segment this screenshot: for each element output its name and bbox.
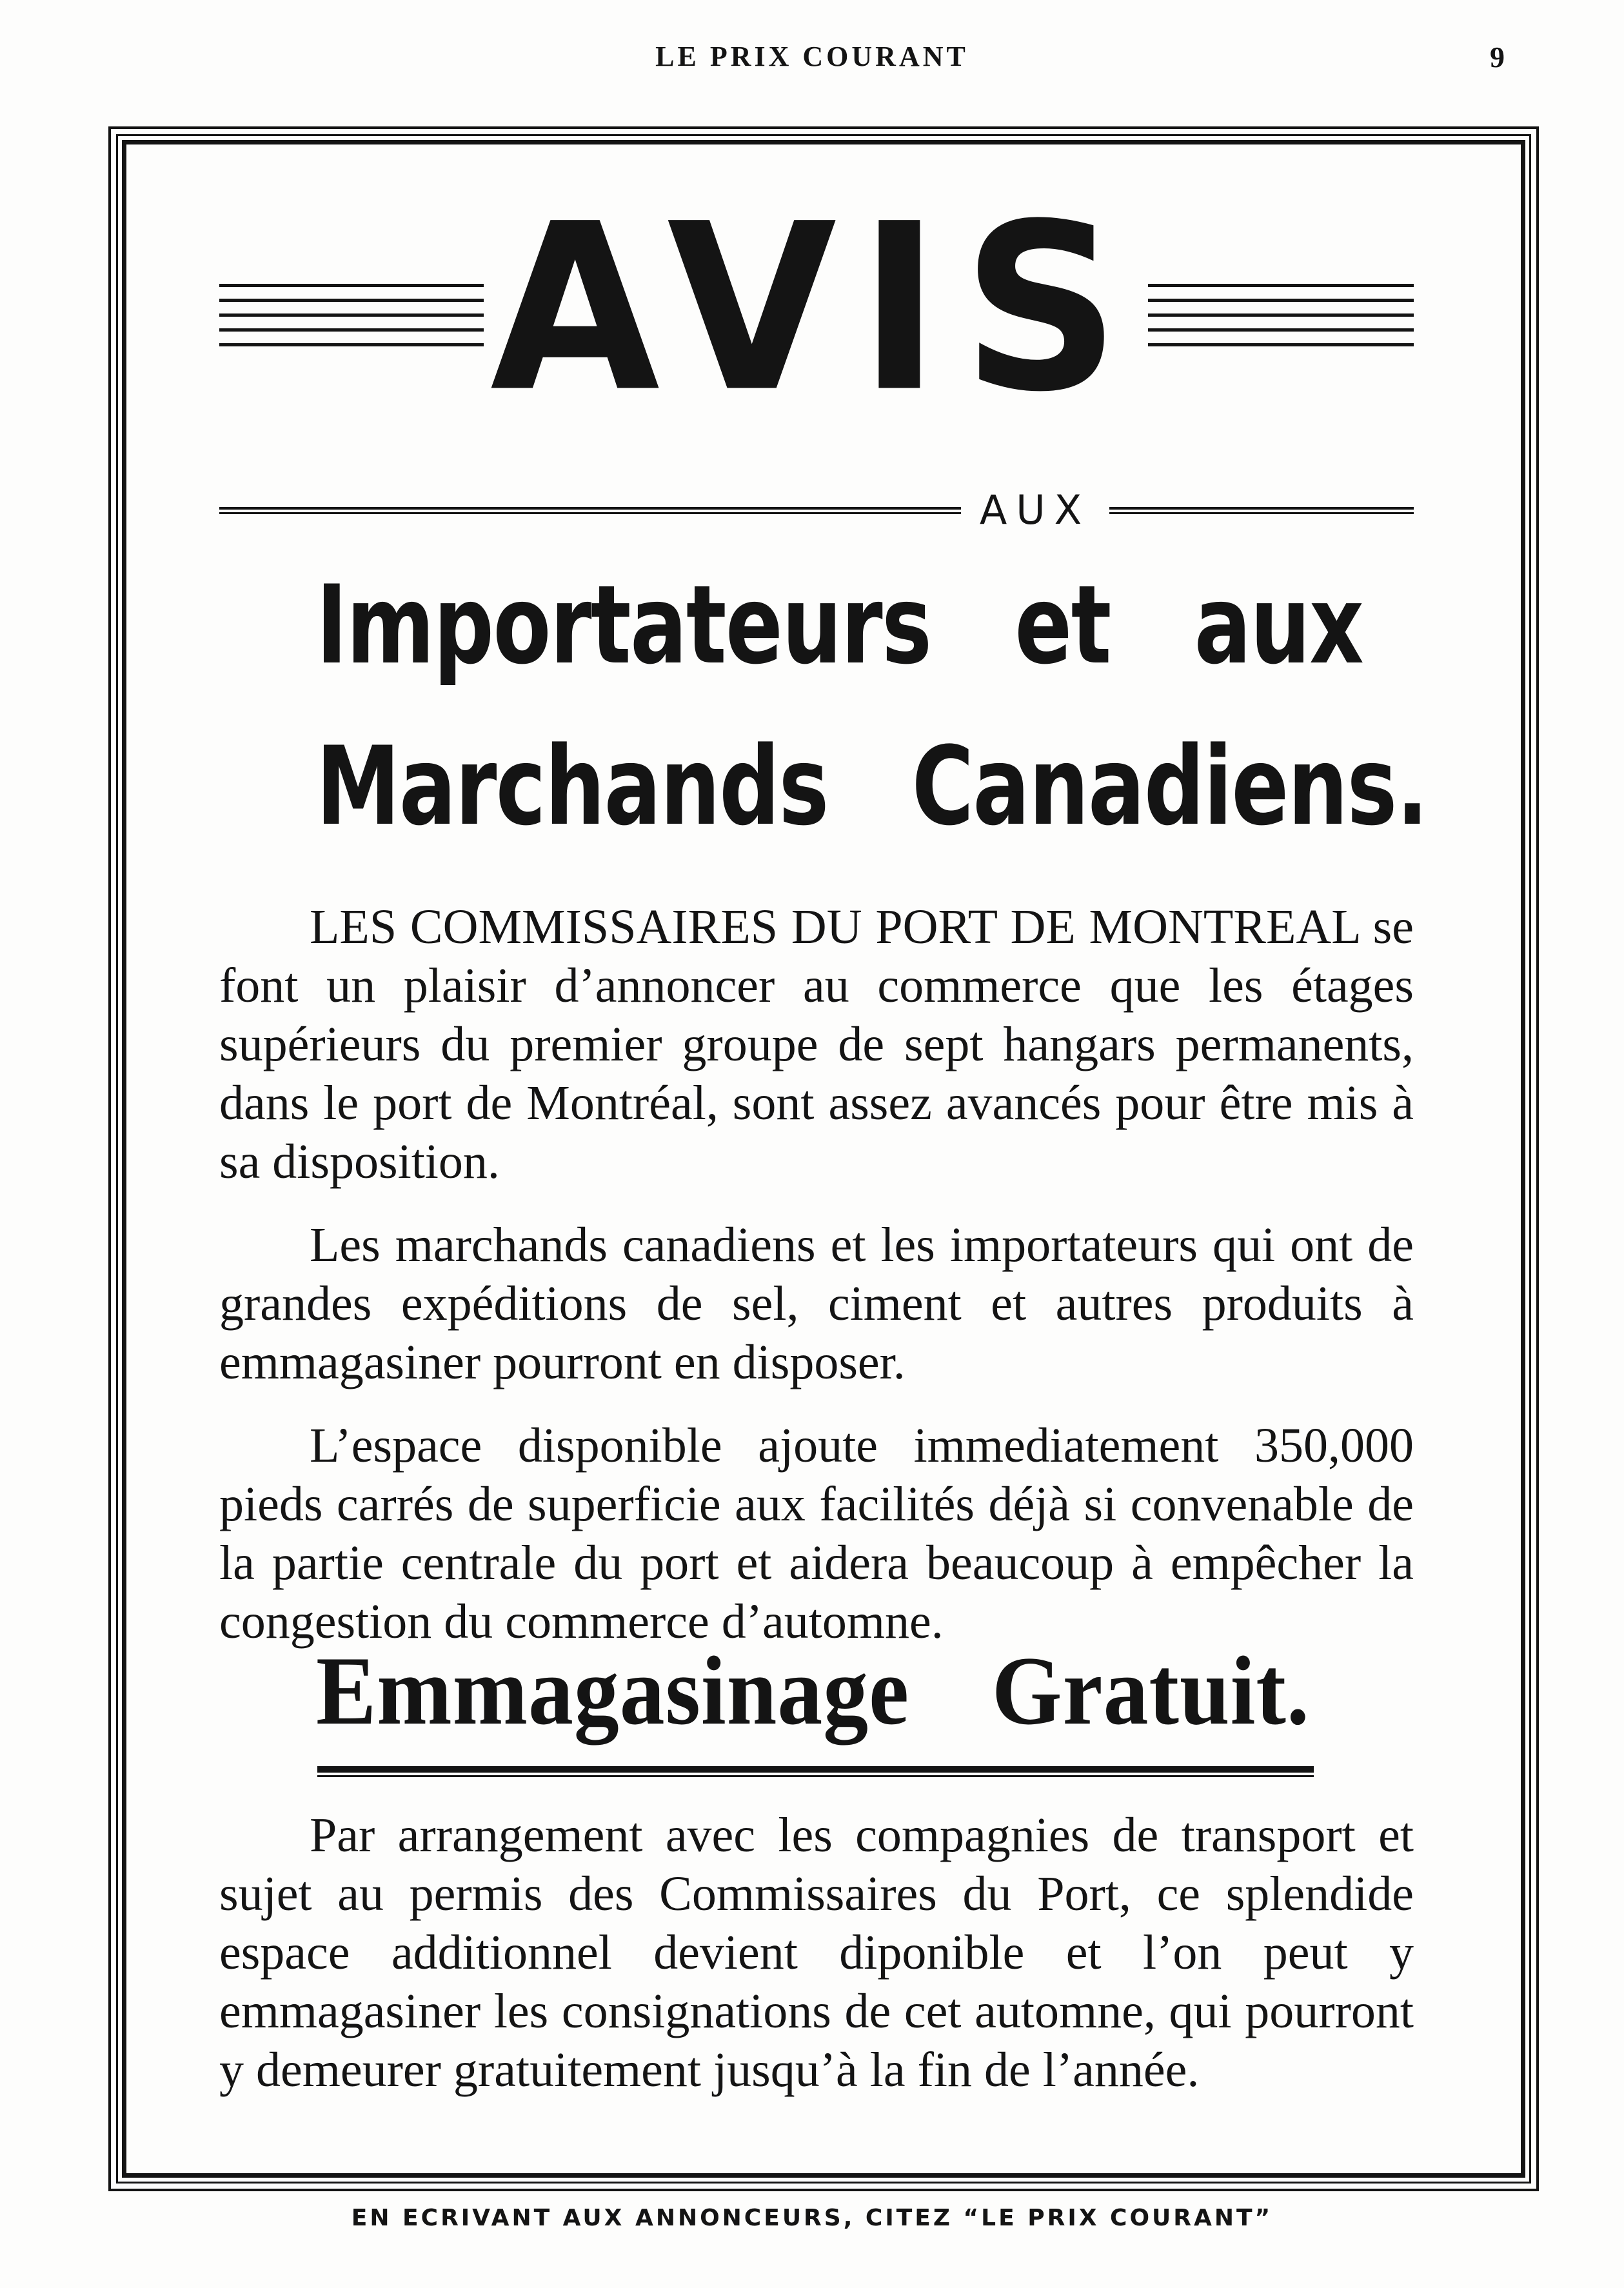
subheading-rule-thin bbox=[317, 1775, 1314, 1777]
paragraph-2: Les marchands canadiens et les importateurs qui ont de grandes expéditions de sel, ciment et autres produits à emmagasiner pourront en disposer. bbox=[219, 1218, 1414, 1389]
closing-paragraph: Par arrangement avec les compagnies de transport et sujet au permis des Commissaires du Port, ce splendide espace additionnel devient diponible et l’on peut y emmagasiner les consignations de cet automne, qui pourront y demeurer gratuitement jusqu’à la fin de l’année. bbox=[219, 1808, 1414, 2097]
page-number: 9 bbox=[1490, 41, 1505, 74]
aux-rule-right bbox=[1109, 507, 1414, 514]
ad-title: AVIS bbox=[490, 174, 1142, 443]
aux-rule-row bbox=[219, 486, 1414, 533]
running-title: LE PRIX COURANT bbox=[655, 41, 969, 72]
headline-line-1: Importateurs et aux bbox=[316, 562, 1363, 688]
subheading-rule bbox=[317, 1766, 1314, 1773]
aux-rule-left bbox=[219, 507, 961, 514]
paragraph-1: LES COMMISSAIRES DU PORT DE MONTREAL se font un plaisir d’annoncer au commerce que les étages supérieurs du premier groupe de sept hangars permanents, dans le port de Montréal, sont assez avancés pour être mis à sa disposition. bbox=[219, 900, 1414, 1189]
subheading: Emmagasinage Gratuit. bbox=[316, 1636, 1310, 1745]
headline-line-2: Marchands Canadiens. bbox=[316, 723, 1428, 850]
title-rules-left bbox=[219, 284, 484, 358]
paragraph-3: L’espace disponible ajoute immediatement 350,000 pieds carrés de superficie aux facilités déjà si convenable de la partie centrale du port et aidera beaucoup à empêcher la congestion du commerce d’automne. bbox=[219, 1418, 1414, 1649]
ad-connector: AUX bbox=[979, 486, 1091, 533]
ad-body bbox=[219, 898, 1414, 1651]
footer-note: EN ECRIVANT AUX ANNONCEURS, CITEZ “LE PRIX COURANT” bbox=[351, 2205, 1273, 2231]
title-rules-right bbox=[1148, 284, 1414, 358]
